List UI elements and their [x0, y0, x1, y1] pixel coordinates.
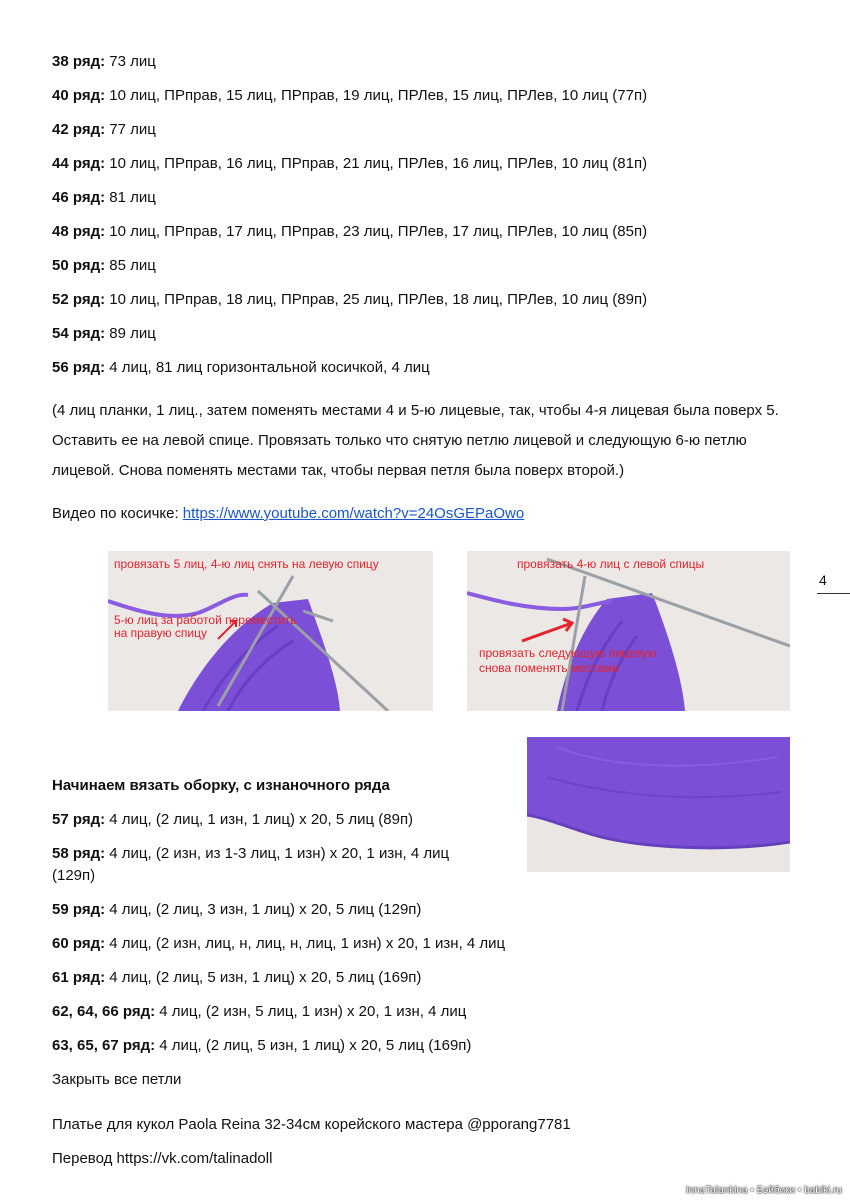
cable-photo-2: [467, 551, 790, 711]
row-42: 42 ряд: 77 лиц: [52, 121, 156, 138]
row-46: 46 ряд: 81 лиц: [52, 189, 156, 206]
section-heading: Начинаем вязать оборку, с изнаночного ряда: [52, 777, 390, 794]
row-38: 38 ряд: 73 лиц: [52, 53, 156, 70]
row-57: 57 ряд: 4 лиц, (2 лиц, 1 изн, 1 лиц) х 20, 5 лиц (89п): [52, 811, 414, 828]
page-number: 4: [819, 572, 827, 588]
photo-1-caption-top: провязать 5 лиц, 4-ю лиц снять на левую спицу: [114, 557, 379, 571]
photo-2-caption-mid-2: снова поменять местами: [479, 661, 619, 675]
row-60: 60 ряд: 4 лиц, (2 изн, лиц, н, лиц, н, лиц, 1 изн) х 20, 1 изн, 4 лиц: [52, 935, 506, 952]
knitting-photo-2-illustration: [467, 551, 790, 711]
footer-translation-credit: Перевод https://vk.com/talinadoll: [52, 1150, 273, 1167]
video-line: Видео по косичке: https://www.youtube.com/watch?v=24OsGEPaOwo: [52, 505, 525, 522]
page-number-rule: [817, 593, 850, 594]
row-44: 44 ряд: 10 лиц, ПРправ, 16 лиц, ПРправ, 21 лиц, ПРЛев, 16 лиц, ПРЛев, 10 лиц (81п): [52, 155, 648, 172]
row-58-continuation: (129п): [52, 867, 96, 884]
row-52: 52 ряд: 10 лиц, ПРправ, 18 лиц, ПРправ, 25 лиц, ПРЛев, 18 лиц, ПРЛев, 10 лиц (89п): [52, 291, 648, 308]
row-59: 59 ряд: 4 лиц, (2 лиц, 3 изн, 1 лиц) х 20, 5 лиц (129п): [52, 901, 422, 918]
row-54: 54 ряд: 89 лиц: [52, 325, 156, 342]
photo-2-caption-mid-1: провязать следующую лицевую: [479, 646, 657, 660]
cable-photo-1: [108, 551, 433, 711]
row-61: 61 ряд: 4 лиц, (2 лиц, 5 изн, 1 лиц) х 20, 5 лиц (169п): [52, 969, 422, 986]
row-58: 58 ряд: 4 лиц, (2 изн, из 1-3 лиц, 1 изн) х 20, 1 изн, 4 лиц: [52, 845, 450, 862]
row-48: 48 ряд: 10 лиц, ПРправ, 17 лиц, ПРправ, 23 лиц, ПРЛев, 17 лиц, ПРЛев, 10 лиц (85п): [52, 223, 648, 240]
footer-pattern-credit: Платье для кукол Paola Reina 32-34см корейского мастера @pporang7781: [52, 1116, 571, 1133]
video-link[interactable]: https://www.youtube.com/watch?v=24OsGEPaOwo: [182, 505, 525, 522]
row-40: 40 ряд: 10 лиц, ПРправ, 15 лиц, ПРправ, 19 лиц, ПРЛев, 15 лиц, ПРЛев, 10 лиц (77п): [52, 87, 648, 104]
close-stitches: Закрыть все петли: [52, 1071, 182, 1088]
row-62-64-66: 62, 64, 66 ряд: 4 лиц, (2 изн, 5 лиц, 1 изн) х 20, 1 изн, 4 лиц: [52, 1003, 467, 1020]
watermark: InnaTalankina • Бэйбики • babiki.ru: [685, 1185, 842, 1196]
photo-1-caption-mid-1: 5-ю лиц за работой переместить: [114, 613, 297, 627]
photo-1-caption-mid-2: на правую спицу: [114, 626, 207, 640]
row-50: 50 ряд: 85 лиц: [52, 257, 156, 274]
row-63-65-67: 63, 65, 67 ряд: 4 лиц, (2 лиц, 5 изн, 1 лиц) х 20, 5 лиц (169п): [52, 1037, 472, 1054]
cable-note-paragraph: (4 лиц планки, 1 лиц., затем поменять местами 4 и 5-ю лицевые, так, чтобы 4-я лицевая была поверх 5. Оставить ее на левой спице. Провязать только что снятую петлю лицевой и следующую 6-ю петлю лицевой. Снова поменять местами так, чтобы первая петля была поверх второй.): [52, 402, 779, 479]
row-56: 56 ряд: 4 лиц, 81 лиц горизонтальной косичкой, 4 лиц: [52, 359, 430, 376]
ruffle-photo: [527, 737, 790, 872]
ruffle-photo-illustration: [527, 737, 790, 872]
photo-2-caption-top: провязать 4-ю лиц с левой спицы: [517, 557, 705, 571]
